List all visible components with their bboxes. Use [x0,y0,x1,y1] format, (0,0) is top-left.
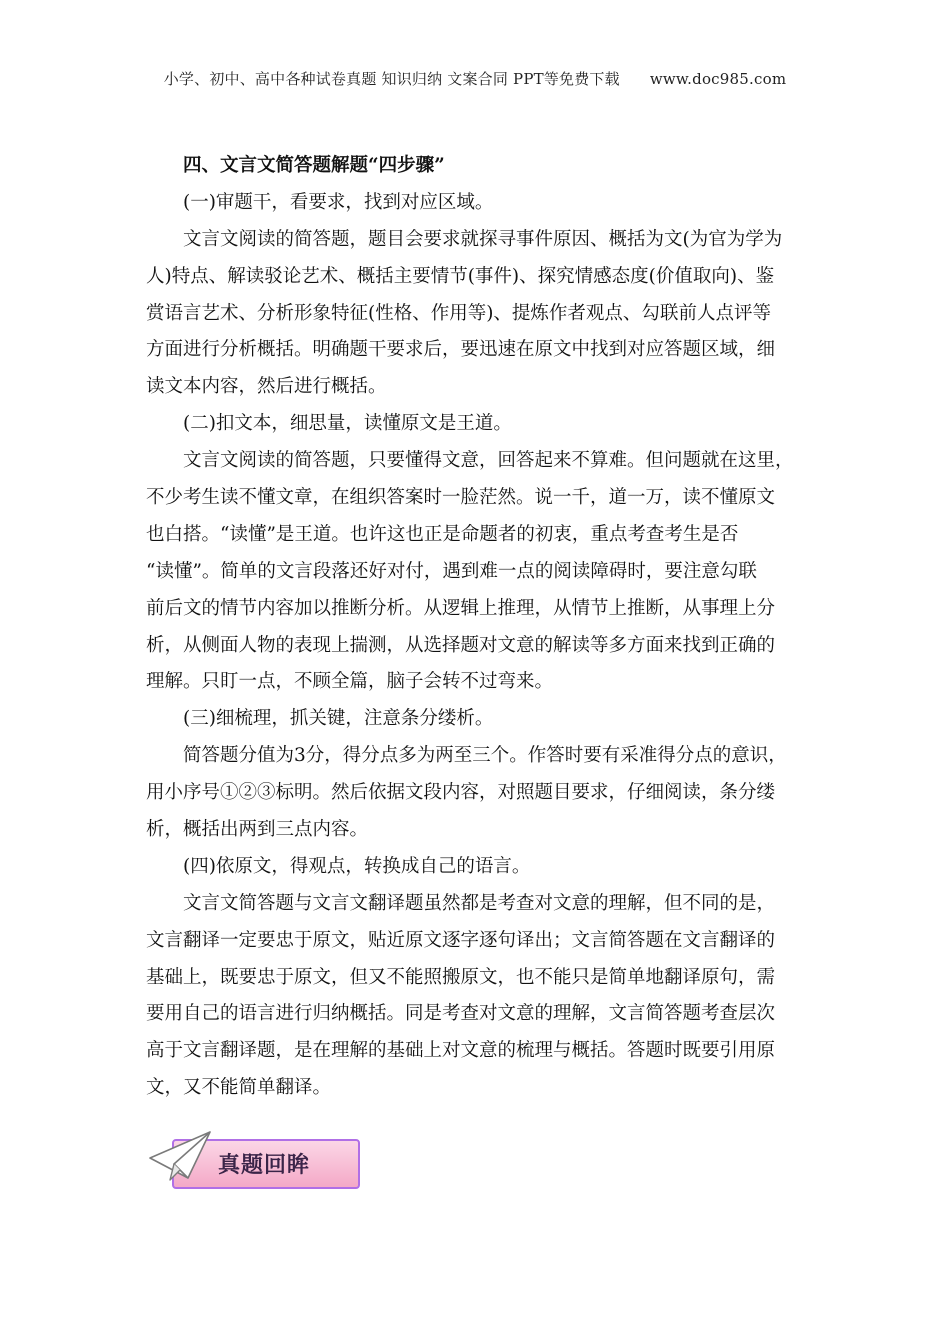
paragraph-line: 文言文简答题与文言文翻译题虽然都是考查对文意的理解，但不同的是， [183,892,776,914]
paragraph-line: 前后文的情节内容加以推断分析。从逻辑上推理，从情节上推断，从事理上分 [146,597,776,619]
paragraph-line: 高于文言翻译题，是在理解的基础上对文意的梳理与概括。答题时既要引用原 [146,1040,776,1062]
subheading-step-2: (二)扣文本，细思量，读懂原文是王道。 [183,413,512,435]
paragraph-line: 文言文阅读的简答题，题目会要求就探寻事件原因、概括为文(为官为学为 [183,228,783,250]
subheading-step-1: (一)审题干，看要求，找到对应区域。 [183,191,494,213]
paragraph-line: 理解。只盯一点，不顾全篇，脑子会转不过弯来。 [146,671,554,693]
paper-plane-icon [148,1128,214,1186]
paragraph-line: 赏语言艺术、分析形象特征(性格、作用等)、提炼作者观点、勾联前人点评等 [146,302,771,324]
paragraph-line: 人)特点、解读驳论艺术、概括主要情节(事件)、探究情感态度(价值取向)、鉴 [146,265,775,287]
paragraph-line: 文言文阅读的简答题，只要懂得文意，回答起来不算难。但问题就在这里， [183,450,794,472]
section-badge-review [148,1128,368,1194]
page-header [0,68,950,89]
paragraph-line: 读文本内容，然后进行概括。 [146,376,387,398]
paragraph-line: 析，从侧面人物的表现上揣测，从选择题对文意的解读等多方面来找到正确的 [146,634,776,656]
paragraph-line: 也白搭。“读懂”是王道。也许这也正是命题者的初衷，重点考查考生是否 [146,523,739,545]
paragraph-line: 基础上，既要忠于原文，但又不能照搬原文，也不能只是简单地翻译原句，需 [146,966,776,988]
paragraph-line: 不少考生读不懂文章，在组织答案时一脸茫然。说一千，道一万，读不懂原文 [146,487,776,509]
subheading-step-3: (三)细梳理，抓关键，注意条分缕析。 [183,708,494,730]
badge-label: 真题回眸 [218,1153,311,1178]
article-body [146,148,806,1107]
paragraph-line: 简答题分值为3分，得分点多为两至三个。作答时要有采准得分点的意识， [183,745,787,767]
paragraph-line: 要用自己的语言进行归纳概括。同是考查对文意的理解，文言简答题考查层次 [146,1003,776,1025]
section-heading: 四、文言文简答题解题“四步骤” [183,155,445,176]
paragraph-line: 文，又不能简单翻译。 [146,1077,332,1099]
subheading-step-4: (四)依原文，得观点，转换成自己的语言。 [183,855,531,877]
paragraph-line: 析，概括出两到三点内容。 [146,819,369,841]
paragraph-line: 文言翻译一定要忠于原文，贴近原文逐字逐句译出；文言简答题在文言翻译的 [146,929,776,951]
paragraph-line: “读懂”。简单的文言段落还好对付，遇到难一点的阅读障碍时，要注意勾联 [146,560,757,582]
paragraph-line: 用小序号①②③标明。然后依据文段内容，对照题目要求，仔细阅读，条分缕 [146,782,776,804]
paragraph-line: 方面进行分析概括。明确题干要求后，要迅速在原文中找到对应答题区域，细 [146,339,776,361]
header-text: 小学、初中、高中各种试卷真题 知识归纳 文案合同 PPT等免费下载 [163,70,620,88]
header-site: www.doc985.com [649,70,787,88]
